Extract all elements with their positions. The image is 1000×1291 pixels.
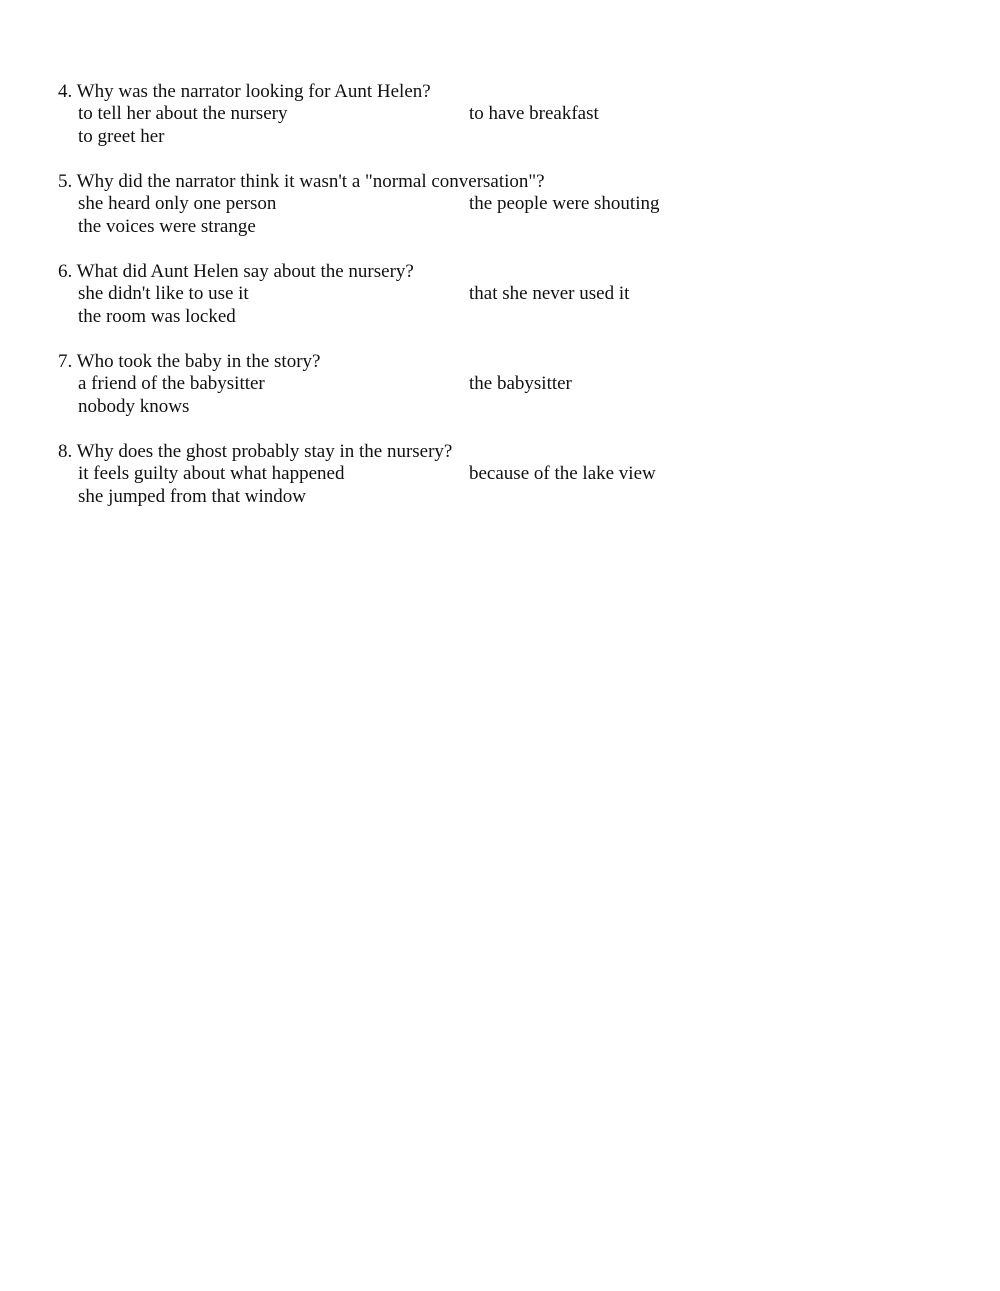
question-5 bbox=[58, 170, 818, 238]
option-row bbox=[58, 126, 818, 149]
option-row bbox=[58, 486, 818, 509]
question-6 bbox=[58, 260, 818, 328]
question-stem bbox=[58, 170, 818, 193]
answer-option[interactable]: she heard only one person bbox=[78, 193, 277, 214]
question-stem bbox=[58, 260, 818, 283]
answer-option[interactable]: the voices were strange bbox=[78, 215, 256, 237]
question-text: What did Aunt Helen say about the nursery? bbox=[76, 261, 414, 282]
question-number: 7. bbox=[58, 351, 73, 372]
answer-option[interactable]: to greet her bbox=[78, 125, 165, 147]
question-text: Why did the narrator think it wasn't a "normal conversation"? bbox=[76, 171, 545, 192]
option-row bbox=[58, 193, 818, 216]
answer-option[interactable]: the people were shouting bbox=[469, 193, 660, 214]
question-number: 4. bbox=[58, 81, 73, 102]
question-text: Why was the narrator looking for Aunt Helen? bbox=[76, 81, 431, 102]
option-row bbox=[58, 283, 818, 306]
answer-option[interactable]: she didn't like to use it bbox=[78, 283, 249, 304]
question-text: Why does the ghost probably stay in the nursery? bbox=[76, 441, 453, 462]
answer-option[interactable]: it feels guilty about what happened bbox=[78, 463, 345, 484]
question-number: 8. bbox=[58, 441, 73, 462]
answer-option[interactable]: she jumped from that window bbox=[78, 485, 306, 507]
answer-option[interactable]: because of the lake view bbox=[469, 463, 656, 484]
option-row bbox=[58, 396, 818, 419]
question-stem bbox=[58, 440, 818, 463]
answer-option[interactable]: the babysitter bbox=[469, 373, 572, 394]
question-number: 6. bbox=[58, 261, 73, 282]
answer-option[interactable]: nobody knows bbox=[78, 395, 190, 417]
question-8 bbox=[58, 440, 818, 508]
option-row bbox=[58, 463, 818, 486]
answer-option[interactable]: a friend of the babysitter bbox=[78, 373, 265, 394]
option-row bbox=[58, 306, 818, 329]
question-text: Who took the baby in the story? bbox=[76, 351, 321, 372]
question-stem bbox=[58, 350, 818, 373]
answer-option[interactable]: the room was locked bbox=[78, 305, 236, 327]
question-number: 5. bbox=[58, 171, 73, 192]
option-row bbox=[58, 373, 818, 396]
question-stem bbox=[58, 80, 818, 103]
question-4 bbox=[58, 80, 818, 148]
option-row bbox=[58, 103, 818, 126]
option-row bbox=[58, 216, 818, 239]
answer-option[interactable]: to have breakfast bbox=[469, 103, 599, 124]
answer-option[interactable]: that she never used it bbox=[469, 283, 630, 304]
answer-option[interactable]: to tell her about the nursery bbox=[78, 103, 288, 124]
question-7 bbox=[58, 350, 818, 418]
question-list bbox=[58, 80, 818, 530]
